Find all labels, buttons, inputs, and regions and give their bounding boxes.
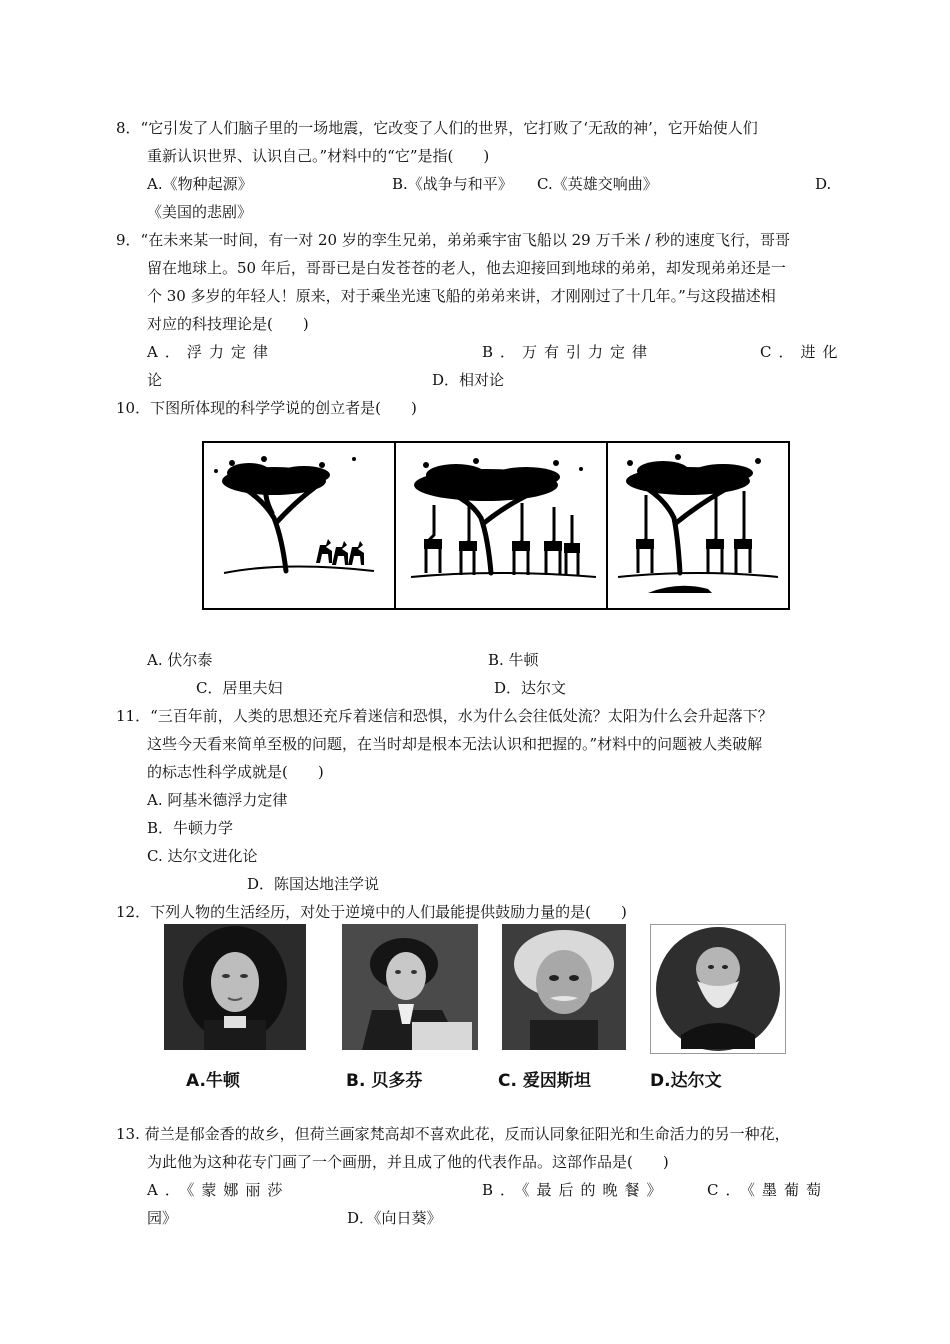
giraffe-evolution-figure [202,441,790,610]
q11-option-a: A. 阿基米德浮力定律 [147,791,288,809]
q8-stem-line2: 重新认识世界、认识自己。”材料中的“它”是指( ) [147,147,490,165]
portrait-beethoven [342,924,478,1050]
portrait-einstein [502,924,626,1050]
q11-stem-line2: 这些今天看来简单至极的问题，在当时却是根本无法认识和把握的。”材料中的问题被人类破解 [147,735,763,753]
q9-stem-line4: 对应的科技理论是( ) [147,315,309,333]
q9-option-d: D．相对论 [432,371,505,389]
q13-option-b: B．《最后的晚餐》 [482,1181,669,1199]
q13-stem-line2: 为此他为这种花专门画了一个画册，并且成了他的代表作品。这部作品是( ) [147,1153,669,1171]
q9-stem-line3: 个 30 多岁的年轻人！原来，对于乘坐光速飞船的弟弟来讲，才刚刚过了十几年。”与这段描述相 [147,287,776,305]
q8-option-b: B.《战争与和平》 [392,175,513,193]
q13-stem-line1: 13. 荷兰是郁金香的故乡，但荷兰画家梵高却不喜欢此花，反而认同象征阳光和生命活力的另一种花， [116,1125,790,1143]
q9-stem-line1: 9．“在未来某一时间，有一对 20 岁的孪生兄弟，弟弟乘宇宙飞船以 29 万千米 / 秒的速度飞行，哥哥 [116,231,791,249]
q10-option-b: B. 牛顿 [488,651,539,669]
caption-newton: A.牛顿 [186,1071,240,1091]
q9-stem-line2: 留在地球上。50 年后，哥哥已是白发苍苍的老人，他去迎接回到地球的弟弟，却发现弟弟还是一 [147,259,786,277]
q11-option-d: D．陈国达地洼学说 [247,875,380,893]
q8-option-c: C.《英雄交响曲》 [537,175,658,193]
portrait-newton [164,924,306,1050]
q11-option-b: B．牛顿力学 [147,819,234,837]
q8-option-d-text: 《美国的悲剧》 [147,203,253,221]
q10-option-d: D．达尔文 [494,679,567,697]
q10-stem: 10．下图所体现的科学学说的创立者是( ) [116,399,417,417]
panel-short-neck-icon [204,443,394,608]
q9-option-b: B．万有引力定律 [482,343,655,361]
q13-option-c-cont: 园》 [147,1209,178,1227]
q8-option-a: A.《物种起源》 [147,175,253,193]
q9-option-c-cont: 论 [147,371,163,389]
q12-stem: 12．下列人物的生活经历，对处于逆境中的人们最能提供鼓励力量的是( ) [116,903,627,921]
q10-option-c: C．居里夫妇 [196,679,283,697]
q13-option-d: D．《向日葵》 [347,1209,442,1227]
caption-darwin: D.达尔文 [650,1071,722,1091]
q11-stem-line3: 的标志性科学成就是( ) [147,763,324,781]
portrait-darwin [650,924,786,1054]
q11-option-c: C. 达尔文进化论 [147,847,258,865]
q10-option-a: A. 伏尔泰 [147,651,213,669]
q9-option-a: A．浮力定律 [147,343,275,361]
q8-option-d-label: D. [815,175,832,193]
q13-option-a: A．《蒙娜丽莎 [147,1181,290,1199]
q8-stem-line1: 8．“它引发了人们脑子里的一场地震，它改变了人们的世界，它打败了‘无敌的神’，它开始使人们 [116,119,758,137]
panel-many-giraffes-icon [396,443,606,608]
q9-option-c: C．进化 [760,343,845,361]
q13-option-c: C．《墨葡萄 [707,1181,828,1199]
q11-stem-line1: 11．“三百年前，人类的思想还充斥着迷信和恐惧，水为什么会往低处流？太阳为什么会升起落下？ [116,707,773,725]
panel-long-neck-icon [608,443,788,608]
caption-einstein: C. 爱因斯坦 [498,1071,591,1091]
caption-beethoven: B. 贝多芬 [346,1071,423,1091]
